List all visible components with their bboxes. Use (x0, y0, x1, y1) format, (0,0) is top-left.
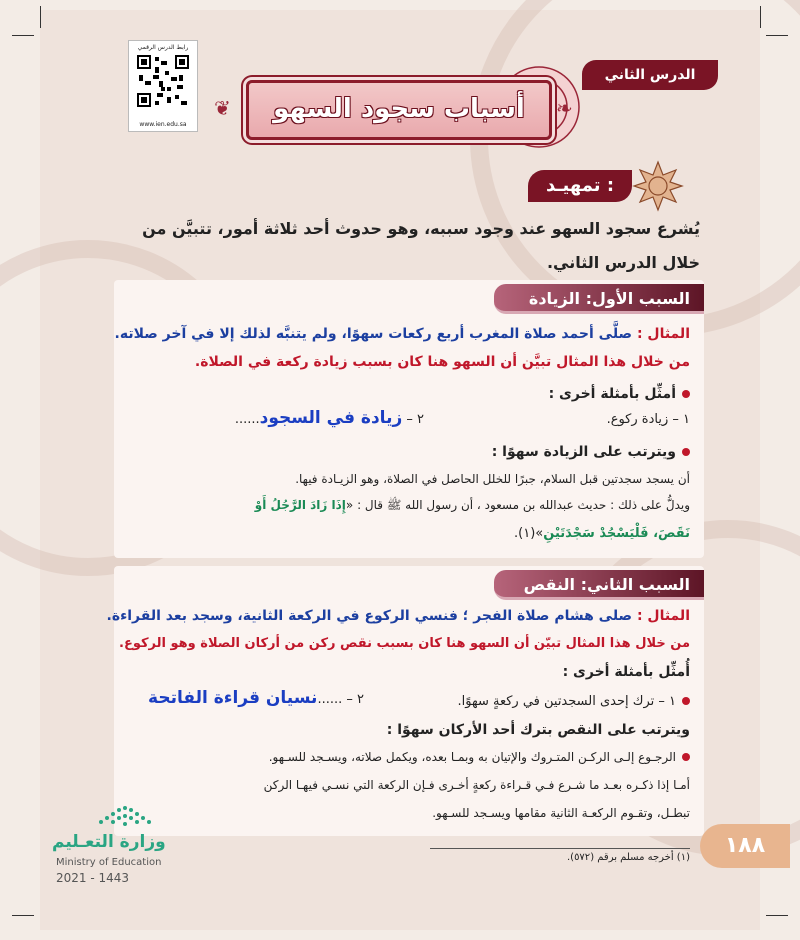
crop-mark (40, 6, 41, 28)
item-number: ٢ – (406, 412, 424, 427)
example-text: صلَّى أحمد صلاة المغرب أربع ركعات سهوًا، ولم يتنبَّه لذلك إلا في آخر صلاته. (114, 326, 633, 342)
section-deficiency (106, 566, 704, 836)
example-item: ١ – ترك إحدى السجدتين في ركعةٍ سهوًا. (457, 694, 676, 709)
consequence-line (269, 750, 690, 764)
example-label: المثال : (636, 608, 690, 624)
qr-code-icon (137, 55, 189, 107)
footnote-divider (430, 848, 690, 849)
answer-dots: ...... (317, 692, 343, 707)
section-addition (114, 280, 704, 558)
example-item-answer (235, 408, 424, 428)
example-text: صلى هشام صلاة الفجر ؛ فنسي الركوع في الركعة الثانية، وسجد بعد القراءة. (106, 608, 633, 624)
hadith-text: نَقَصَ، فَلْيَسْجُدْ سَجْدَتَيْنِ (543, 526, 690, 541)
footnote: (١) أخرجه مسلم برقم (٥٧٢). (566, 852, 690, 863)
bullet-icon (682, 697, 690, 705)
evidence-line (255, 498, 690, 515)
consequence-text: أن يسجد سجدتين قبل السلام، جبرًا للخلل الحاصل في الصلاة، وهو الزيـادة فيها. (295, 472, 690, 486)
crop-mark (12, 35, 34, 36)
evidence-text: ويدلُّ على ذلك : حديث عبدالله بن مسعود ، أن رسول الله ﷺ قال : « (345, 498, 690, 512)
bullet-icon (682, 448, 690, 456)
conclusion-text: من خلال هذا المثال تبيّن أن السهو هنا كان بسبب نقص ركن من أركان الصلاة وهو الركوع. (119, 636, 690, 651)
crop-mark (760, 6, 761, 28)
bullet-icon (682, 753, 690, 761)
page-number: ١٨٨ (700, 824, 790, 868)
consequence-text: الرجـوع إلـى الركـن المتـروك والإتيان به وبمـا بعده، ويكمل صلاته، ويسـجد للسـهو. (268, 750, 676, 764)
ornament-swirl-icon: ❧ (556, 96, 573, 120)
ministry-name-english: Ministry of Education (56, 857, 162, 868)
crop-mark (766, 915, 788, 916)
crop-mark (12, 915, 34, 916)
example-item: ١ – زيادة ركوع. (606, 412, 690, 427)
example-item-line (458, 694, 691, 709)
section-heading: السبب الثاني: النقص (494, 570, 704, 600)
crop-mark (766, 35, 788, 36)
more-examples-line (549, 386, 690, 402)
example-line (115, 326, 690, 342)
consequence-label: ويترتب على النقص بترك أحد الأركان سهوًا : (386, 722, 690, 738)
consequence-line (492, 444, 690, 460)
hadith-text: إِذَا زَادَ الرَّجُلُ أَوْ (254, 498, 346, 512)
hadith-end: »(١). (514, 526, 544, 541)
qr-url: www.ien.edu.sa (139, 121, 187, 128)
qr-code-box[interactable] (128, 40, 198, 132)
intro-paragraph: يُشرع سجود السهو عند وجود سببه، وهو حدوث أحد ثلاثة أمور، تتبيَّن من خلال الدرس الثاني. (142, 219, 700, 272)
lesson-title: أسباب سجود السهو (246, 80, 552, 140)
conclusion-text: من خلال هذا المثال تبيَّن أن السهو هنا كان بسبب زيادة ركعة في الصلاة. (194, 354, 690, 370)
intro-tag: تمهيـد : (528, 170, 632, 202)
consequence-text: أمـا إذا ذكـره بعـد ما شـرع فـي قـراءة ركعةٍ أخـرى فـإن الركعة التي نسـي فيهـا الركن (263, 778, 690, 792)
ministry-logo-icon (95, 800, 165, 830)
edition-year: 2021 - 1443 (56, 871, 130, 885)
section-heading: السبب الأول: الزيادة (494, 284, 704, 314)
handwritten-answer: نسيان قراءة الفاتحة (148, 688, 318, 708)
qr-caption: رابط الدرس الرقمي (137, 44, 189, 51)
example-label: المثال : (636, 326, 690, 342)
consequence-text: تبطـل، وتقـوم الركعـة الثانية مقامها ويسـجد للسـهو. (432, 806, 690, 820)
more-examples-label: أُمثِّل بأمثلة أخرى : (562, 664, 690, 680)
answer-dots: ...... (234, 412, 260, 427)
more-examples-label: أمثِّل بأمثلة أخرى : (548, 386, 676, 402)
ministry-name-arabic: وزارة التعـليم (52, 832, 166, 852)
ornament-swirl-icon: ❦ (214, 96, 231, 120)
example-line (107, 608, 691, 624)
item-number: ٢ – (346, 692, 364, 707)
hadith-line (514, 526, 690, 541)
handwritten-answer: زيادة في السجود (259, 408, 403, 428)
bullet-icon (682, 390, 690, 398)
example-item-answer (148, 688, 364, 708)
rosette-icon (632, 160, 684, 212)
lesson-tag: الدرس الثاني (582, 60, 718, 90)
consequence-label: ويترتب على الزيادة سهوًا : (491, 444, 676, 460)
